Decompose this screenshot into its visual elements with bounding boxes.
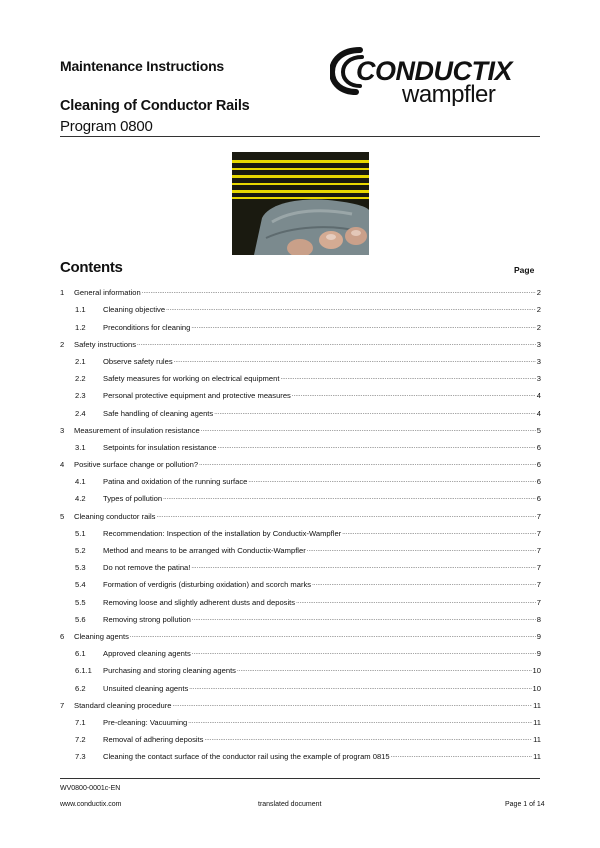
toc-leader-dots xyxy=(174,357,536,366)
header-divider xyxy=(60,136,540,137)
toc-entry-title: Safe handling of cleaning agents xyxy=(103,408,214,418)
toc-entry-page: 6 xyxy=(536,477,541,487)
toc-entry[interactable] xyxy=(60,436,541,453)
conductix-wampfler-logo xyxy=(330,44,542,106)
toc-entry-number: 2 xyxy=(60,339,65,349)
toc-entry-title: Unsuited cleaning agents xyxy=(103,683,189,693)
toc-leader-dots xyxy=(204,735,532,744)
logo-wampfler-text: wampfler xyxy=(402,81,496,106)
toc-entry[interactable] xyxy=(60,367,541,384)
toc-leader-dots xyxy=(142,288,536,297)
toc-entry-title: Safety instructions xyxy=(74,339,137,349)
toc-entry-page: 10 xyxy=(532,666,541,676)
toc-entry-title: Cleaning the contact surface of the conductor rail using the example of program 0815 xyxy=(103,752,390,762)
toc-entry[interactable] xyxy=(60,401,541,418)
toc-entry-number: 5 xyxy=(60,511,65,521)
toc-leader-dots xyxy=(192,649,536,658)
toc-entry[interactable] xyxy=(60,453,541,470)
toc-entry[interactable] xyxy=(60,590,541,607)
toc-entry-title: Pre-cleaning: Vacuuming xyxy=(103,717,188,727)
toc-entry-page: 7 xyxy=(536,563,541,573)
toc-leader-dots xyxy=(292,391,536,400)
toc-entry-title: Measurement of insulation resistance xyxy=(74,425,200,435)
toc-leader-dots xyxy=(342,529,536,538)
toc-entry-title: General information xyxy=(74,288,141,298)
toc-leader-dots xyxy=(166,305,536,314)
toc-entry[interactable] xyxy=(60,625,541,642)
toc-entry-number: 3.1 xyxy=(75,442,86,452)
toc-leader-dots xyxy=(214,409,536,418)
toc-leader-dots xyxy=(391,752,532,761)
toc-leader-dots xyxy=(248,477,535,486)
toc-entry[interactable] xyxy=(60,728,541,745)
toc-leader-dots xyxy=(191,323,535,332)
toc-entry-title: Purchasing and storing cleaning agents xyxy=(103,666,236,676)
toc-entry-title: Observe safety rules xyxy=(103,356,173,366)
toc-entry-number: 4.1 xyxy=(75,477,86,487)
toc-entry-number: 2.3 xyxy=(75,391,86,401)
toc-entry-page: 2 xyxy=(536,305,541,315)
toc-entry-page: 11 xyxy=(533,717,541,727)
toc-entry-page: 2 xyxy=(536,322,541,332)
toc-entry-page: 8 xyxy=(536,614,541,624)
toc-entry-number: 2.4 xyxy=(75,408,86,418)
toc-entry-title: Personal protective equipment and protective measures xyxy=(103,391,291,401)
toc-entry-page: 7 xyxy=(536,597,541,607)
toc-entry[interactable] xyxy=(60,298,541,315)
toc-leader-dots xyxy=(307,546,536,555)
toc-entry-title: Formation of verdigris (disturbing oxidation) and scorch marks xyxy=(103,580,312,590)
toc-entry-number: 7.3 xyxy=(75,752,86,762)
toc-entry-number: 6.1.1 xyxy=(75,666,92,676)
toc-entry-number: 2.1 xyxy=(75,356,86,366)
toc-entry[interactable] xyxy=(60,315,541,332)
toc-entry-page: 2 xyxy=(536,288,541,298)
cleaning-photo xyxy=(232,152,369,255)
toc-entry[interactable] xyxy=(60,642,541,659)
toc-entry-page: 7 xyxy=(536,511,541,521)
toc-leader-dots xyxy=(201,426,536,435)
toc-entry-page: 7 xyxy=(536,580,541,590)
toc-entry[interactable] xyxy=(60,608,541,625)
toc-entry-page: 11 xyxy=(533,735,541,745)
footer-divider xyxy=(60,778,540,779)
toc-entry[interactable] xyxy=(60,350,541,367)
toc-entry-title: Removing strong pollution xyxy=(103,614,191,624)
toc-entry-number: 7 xyxy=(60,700,65,710)
toc-entry-number: 6.1 xyxy=(75,649,86,659)
toc-entry[interactable] xyxy=(60,676,541,693)
toc-entry-page: 7 xyxy=(536,546,541,555)
toc-leader-dots xyxy=(189,684,531,693)
toc-entry-page: 4 xyxy=(536,391,541,401)
toc-entry-number: 7.2 xyxy=(75,735,86,745)
toc-entry-title: Removal of adhering deposits xyxy=(103,735,204,745)
toc-entry-page: 3 xyxy=(536,356,541,366)
logo-conductix-text: CONDUCTIX xyxy=(356,56,512,86)
toc-leader-dots xyxy=(312,580,536,589)
toc-entry[interactable] xyxy=(60,419,541,436)
toc-leader-dots xyxy=(163,494,536,503)
toc-entry-page: 11 xyxy=(533,752,541,762)
toc-entry-number: 5.3 xyxy=(75,563,86,573)
toc-entry[interactable] xyxy=(60,384,541,401)
toc-entry-page: 11 xyxy=(533,700,541,710)
toc-leader-dots xyxy=(191,563,535,572)
toc-entry-number: 1.1 xyxy=(75,305,86,315)
toc-entry[interactable] xyxy=(60,333,541,350)
document-title: Cleaning of Conductor Rails xyxy=(60,98,250,114)
toc-leader-dots xyxy=(296,598,536,607)
toc-entry[interactable] xyxy=(60,556,541,573)
toc-entry-number: 5.5 xyxy=(75,597,86,607)
toc-entry[interactable] xyxy=(60,522,541,539)
toc-entry-title: Recommendation: Inspection of the installation by Conductix-Wampfler xyxy=(103,528,342,538)
document-id: WV0800-0001c-EN xyxy=(60,785,121,792)
toc-entry[interactable] xyxy=(60,487,541,504)
toc-entry[interactable] xyxy=(60,694,541,711)
footer-note: translated document xyxy=(258,801,322,808)
toc-entry-number: 2.2 xyxy=(75,374,86,384)
toc-leader-dots xyxy=(137,340,536,349)
toc-entry-number: 6.2 xyxy=(75,683,86,693)
conductor-rail-cleaning-image xyxy=(232,152,369,255)
toc-leader-dots xyxy=(156,512,535,521)
toc-entry-page: 3 xyxy=(536,339,541,349)
toc-entry-number: 1 xyxy=(60,288,65,298)
footer-page-info: Page 1 of 14 xyxy=(505,801,545,808)
toc-leader-dots xyxy=(130,632,536,641)
table-of-contents xyxy=(60,281,541,762)
toc-entry-page: 5 xyxy=(536,425,541,435)
toc-entry-title: Approved cleaning agents xyxy=(103,649,191,659)
toc-entry-title: Preconditions for cleaning xyxy=(103,322,191,332)
toc-entry-page: 4 xyxy=(536,408,541,418)
toc-entry-number: 1.2 xyxy=(75,322,86,332)
toc-entry-title: Safety measures for working on electrical equipment xyxy=(103,374,280,384)
toc-leader-dots xyxy=(237,666,532,675)
toc-entry[interactable] xyxy=(60,659,541,676)
document-subtitle: Program 0800 xyxy=(60,118,153,135)
toc-entry[interactable] xyxy=(60,539,541,556)
toc-leader-dots xyxy=(188,718,532,727)
toc-entry-number: 4 xyxy=(60,460,65,470)
toc-entry-title: Method and means to be arranged with Conductix-Wampfler xyxy=(103,546,306,555)
toc-entry-title: Types of pollution xyxy=(103,494,163,504)
toc-entry-page: 6 xyxy=(536,460,541,470)
toc-entry-title: Cleaning conductor rails xyxy=(74,511,156,521)
footer-website: www.conductix.com xyxy=(60,801,122,808)
toc-entry-number: 5.4 xyxy=(75,580,86,590)
toc-leader-dots xyxy=(173,701,533,710)
toc-entry-title: Positive surface change or pollution? xyxy=(74,460,199,470)
toc-entry[interactable] xyxy=(60,711,541,728)
toc-entry[interactable] xyxy=(60,281,541,298)
toc-entry-page: 3 xyxy=(536,374,541,384)
toc-entry-page: 7 xyxy=(536,528,541,538)
toc-entry-title: Cleaning objective xyxy=(103,305,166,315)
toc-entry-title: Setpoints for insulation resistance xyxy=(103,442,217,452)
page-column-label: Page xyxy=(514,265,535,275)
header-title: Maintenance Instructions xyxy=(60,58,225,74)
toc-entry-title: Do not remove the patina! xyxy=(103,563,191,573)
toc-entry[interactable] xyxy=(60,745,541,762)
contents-heading: Contents xyxy=(60,259,123,276)
toc-leader-dots xyxy=(192,615,536,624)
toc-entry-title: Patina and oxidation of the running surface xyxy=(103,477,248,487)
toc-entry-page: 9 xyxy=(536,631,541,641)
toc-entry-page: 6 xyxy=(536,494,541,504)
toc-entry-number: 5.1 xyxy=(75,528,86,538)
toc-entry[interactable] xyxy=(60,504,541,521)
toc-entry-number: 3 xyxy=(60,425,65,435)
toc-entry[interactable] xyxy=(60,573,541,590)
toc-entry-number: 5.2 xyxy=(75,546,86,555)
toc-entry-number: 4.2 xyxy=(75,494,86,504)
toc-leader-dots xyxy=(199,460,536,469)
toc-entry-number: 6 xyxy=(60,631,65,641)
toc-entry-page: 9 xyxy=(536,649,541,659)
toc-entry[interactable] xyxy=(60,470,541,487)
toc-leader-dots xyxy=(218,443,536,452)
toc-entry-title: Cleaning agents xyxy=(74,631,129,641)
toc-leader-dots xyxy=(280,374,535,383)
toc-entry-page: 10 xyxy=(532,683,541,693)
toc-entry-number: 5.6 xyxy=(75,614,86,624)
toc-entry-title: Removing loose and slightly adherent dusts and deposits xyxy=(103,597,296,607)
toc-entry-page: 6 xyxy=(536,442,541,452)
toc-entry-number: 7.1 xyxy=(75,717,86,727)
toc-entry-title: Standard cleaning procedure xyxy=(74,700,172,710)
